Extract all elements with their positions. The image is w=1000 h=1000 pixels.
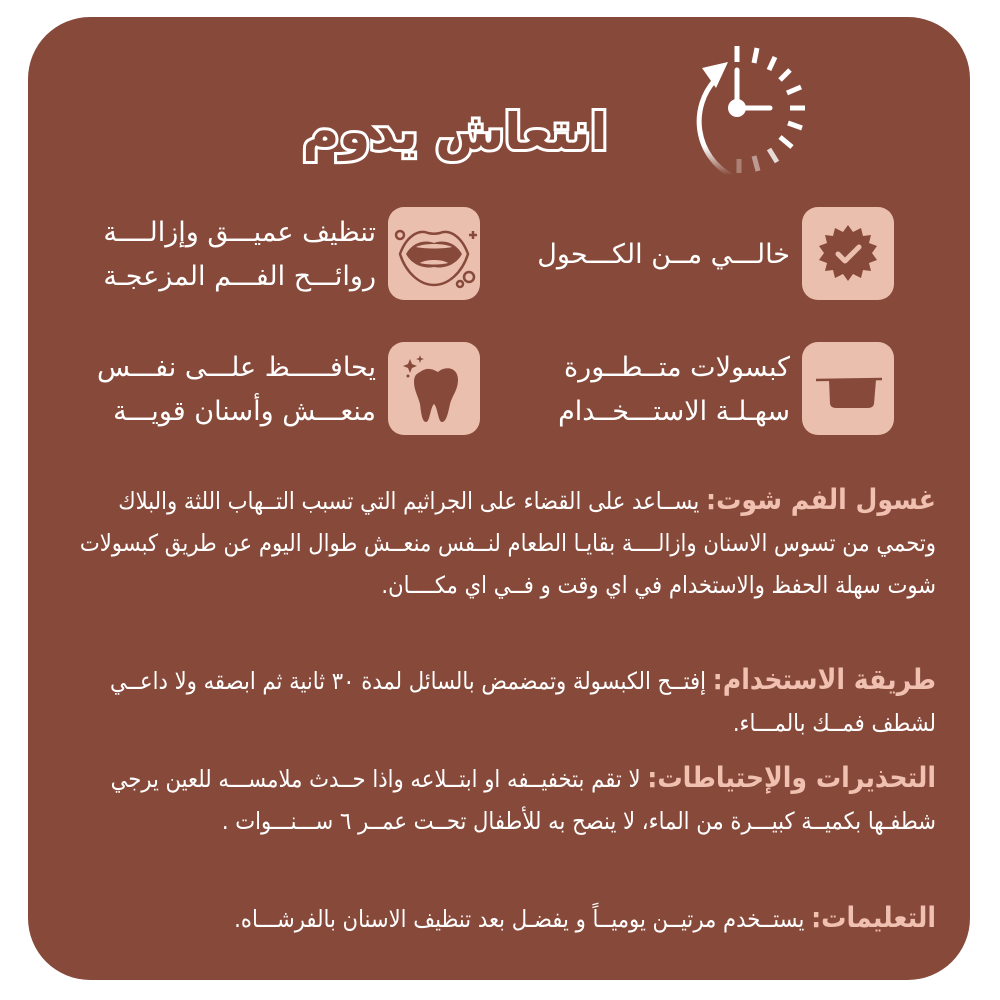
section-text: لا تقم بتخفيــفه او ابتــلاعه واذا حــدث ملامســـه للعين يرجي شطفـها بكميــة كبيـــرة من الماء، لا ينصح به للأطفال تحــت عمــر ٦ ســـنـــوات . xyxy=(110,765,936,835)
feature-line: تنظيف عميـــق وإزالــــة xyxy=(103,216,376,248)
feature-text xyxy=(558,342,790,437)
section-label: التحذيرات والإحتياطات: xyxy=(647,761,936,794)
feature-line: يحافـــــظ علـــى نفـــس xyxy=(96,351,376,383)
section-text: يســاعد على القضاء على الجراثيم التي تسبب التــهاب اللثة والبلاك وتحمي من تسوس الاسنان وازالــــة بقايـا الطعام لنــفس منعــش طوال اليوم عن طريق كبسولات شوت سهلة الحفظ والاستخدام في اي وقت و فــي اي مكــــان. xyxy=(79,487,936,599)
icon-box xyxy=(802,207,894,300)
clock-refresh-icon xyxy=(670,40,820,190)
feature-text xyxy=(103,207,376,302)
section-text: يستــخدم مرتيــن يوميــاً و يفضـل بعد تنظيف الاسنان بالفرشـــاه. xyxy=(234,905,812,933)
section-instructions xyxy=(62,897,936,940)
section-warnings xyxy=(62,757,936,842)
section-usage xyxy=(62,659,936,744)
feature-text xyxy=(97,342,376,437)
icon-box xyxy=(388,207,480,300)
feature-fresh-breath xyxy=(96,342,478,437)
feature-text xyxy=(537,207,790,302)
feature-line: سهـلـة الاستـــخــدام xyxy=(558,395,790,427)
mouth-icon xyxy=(388,207,480,300)
header xyxy=(230,40,830,180)
feature-capsules xyxy=(540,342,892,437)
page-title: انتعاش يدوم xyxy=(302,103,608,161)
capsule-icon xyxy=(802,342,894,435)
feature-deep-clean xyxy=(100,207,478,302)
tooth-sparkle-icon xyxy=(388,342,480,435)
section-description xyxy=(62,479,936,606)
section-text: إفتــح الكبسولة وتمضمض بالسائل لمدة ٣٠ ثانية ثم ابصقه ولا داعــي لشطف فمــك بالمـــاء. xyxy=(109,667,936,737)
badge-check-icon xyxy=(802,207,894,300)
icon-box xyxy=(802,342,894,435)
feature-line: خالـــي مــن الكـــحول xyxy=(537,238,790,270)
feature-alcohol-free xyxy=(537,207,892,302)
feature-line: كبسولات متــطــورة xyxy=(564,351,790,383)
feature-line: روائـــح الفـــم المزعجـة xyxy=(103,260,376,292)
icon-box xyxy=(388,342,480,435)
section-label: التعليمات: xyxy=(811,901,936,934)
section-label: طريقة الاستخدام: xyxy=(712,663,936,696)
feature-line: منعـــش وأسنان قويـــة xyxy=(113,395,376,427)
section-label: غسول الفم شوت: xyxy=(706,483,936,516)
